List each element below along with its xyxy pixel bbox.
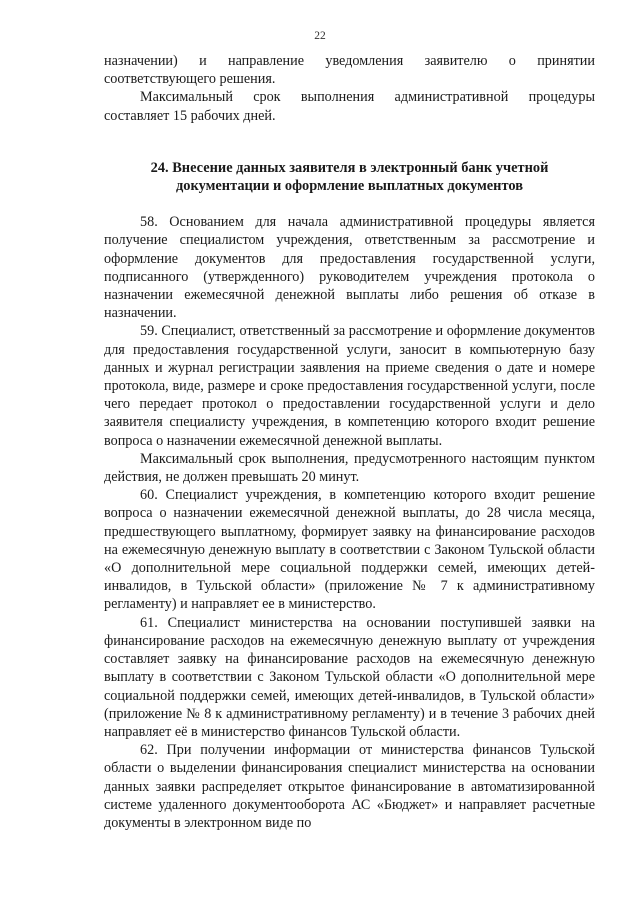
- paragraph-59-term: Максимальный срок выполнения, предусмотренного настоящим пунктом действия, не должен превышать 20 минут.: [104, 450, 595, 486]
- page-number: 22: [314, 30, 326, 42]
- paragraph-61: 61. Специалист министерства на основании поступившей заявки на финансирование расходов на ежемесячную денежную выплату от учреждения составляет заявку на финансирование расходов на ежемесячную денежную выплату в соответствии с Законом Тульской области «О дополнительной мере социальной поддержки семей, имеющих детей-инвалидов, в Тульской области» (приложение № 8 к административному регламенту) и в течение 3 рабочих дней направляет её в министерство финансов Тульской области.: [104, 614, 595, 740]
- paragraph-60: 60. Специалист учреждения, в компетенцию которого входит решение вопроса о назначении ежемесячной денежной выплаты, до 28 числа месяца, предшествующего выплатному, формирует заявку на финансирование расходов на ежемесячную денежную выплату в соответствии с Законом Тульской области «О дополнительной мере социальной поддержки семей, имеющих детей-инвалидов, в Тульской области» (приложение № 7 к административному регламенту) и направляет ее в министерство.: [104, 487, 595, 613]
- section-heading: 24. Внесение данных заявителя в электронный банк учетной документации и оформление выплатных документов: [150, 159, 549, 195]
- paragraph-58: 58. Основанием для начала административной процедуры является получение специалистом учреждения, ответственным за рассмотрение и оформление документов для предоставления государственной услуги, подписанного (утвержденного) руководителем учреждения протокола о назначении ежемесячной денежной выплаты либо решения об отказе в назначении.: [104, 214, 595, 322]
- document-body: [104, 52, 595, 832]
- paragraph-max-term: Максимальный срок выполнения административной процедуры составляет 15 рабочих дней.: [104, 89, 595, 124]
- paragraph-continuation: назначении) и направление уведомления заявителю о принятии соответствующего решения.: [104, 53, 595, 88]
- paragraph-62: 62. При получении информации от министерства финансов Тульской области о выделении финансирования специалист министерства на основании данных заявки распределяет открытое финансирование в автоматизированной системе удаленного документооборота АС «Бюджет» и направляет расчетные документы в электронном виде по: [104, 742, 595, 831]
- paragraph-59: 59. Специалист, ответственный за рассмотрение и оформление документов для предоставления государственной услуги, заносит в компьютерную базу данных и журнал регистрации заявления на приеме сведения о дате и номере протокола, виде, размере и сроке предоставления государственной услуги, после чего передает протокол о предоставлении государственной услуги и дело заявителя специалисту учреждения, в компетенцию которого входит решение вопроса о назначении ежемесячной денежной выплаты.: [104, 323, 595, 449]
